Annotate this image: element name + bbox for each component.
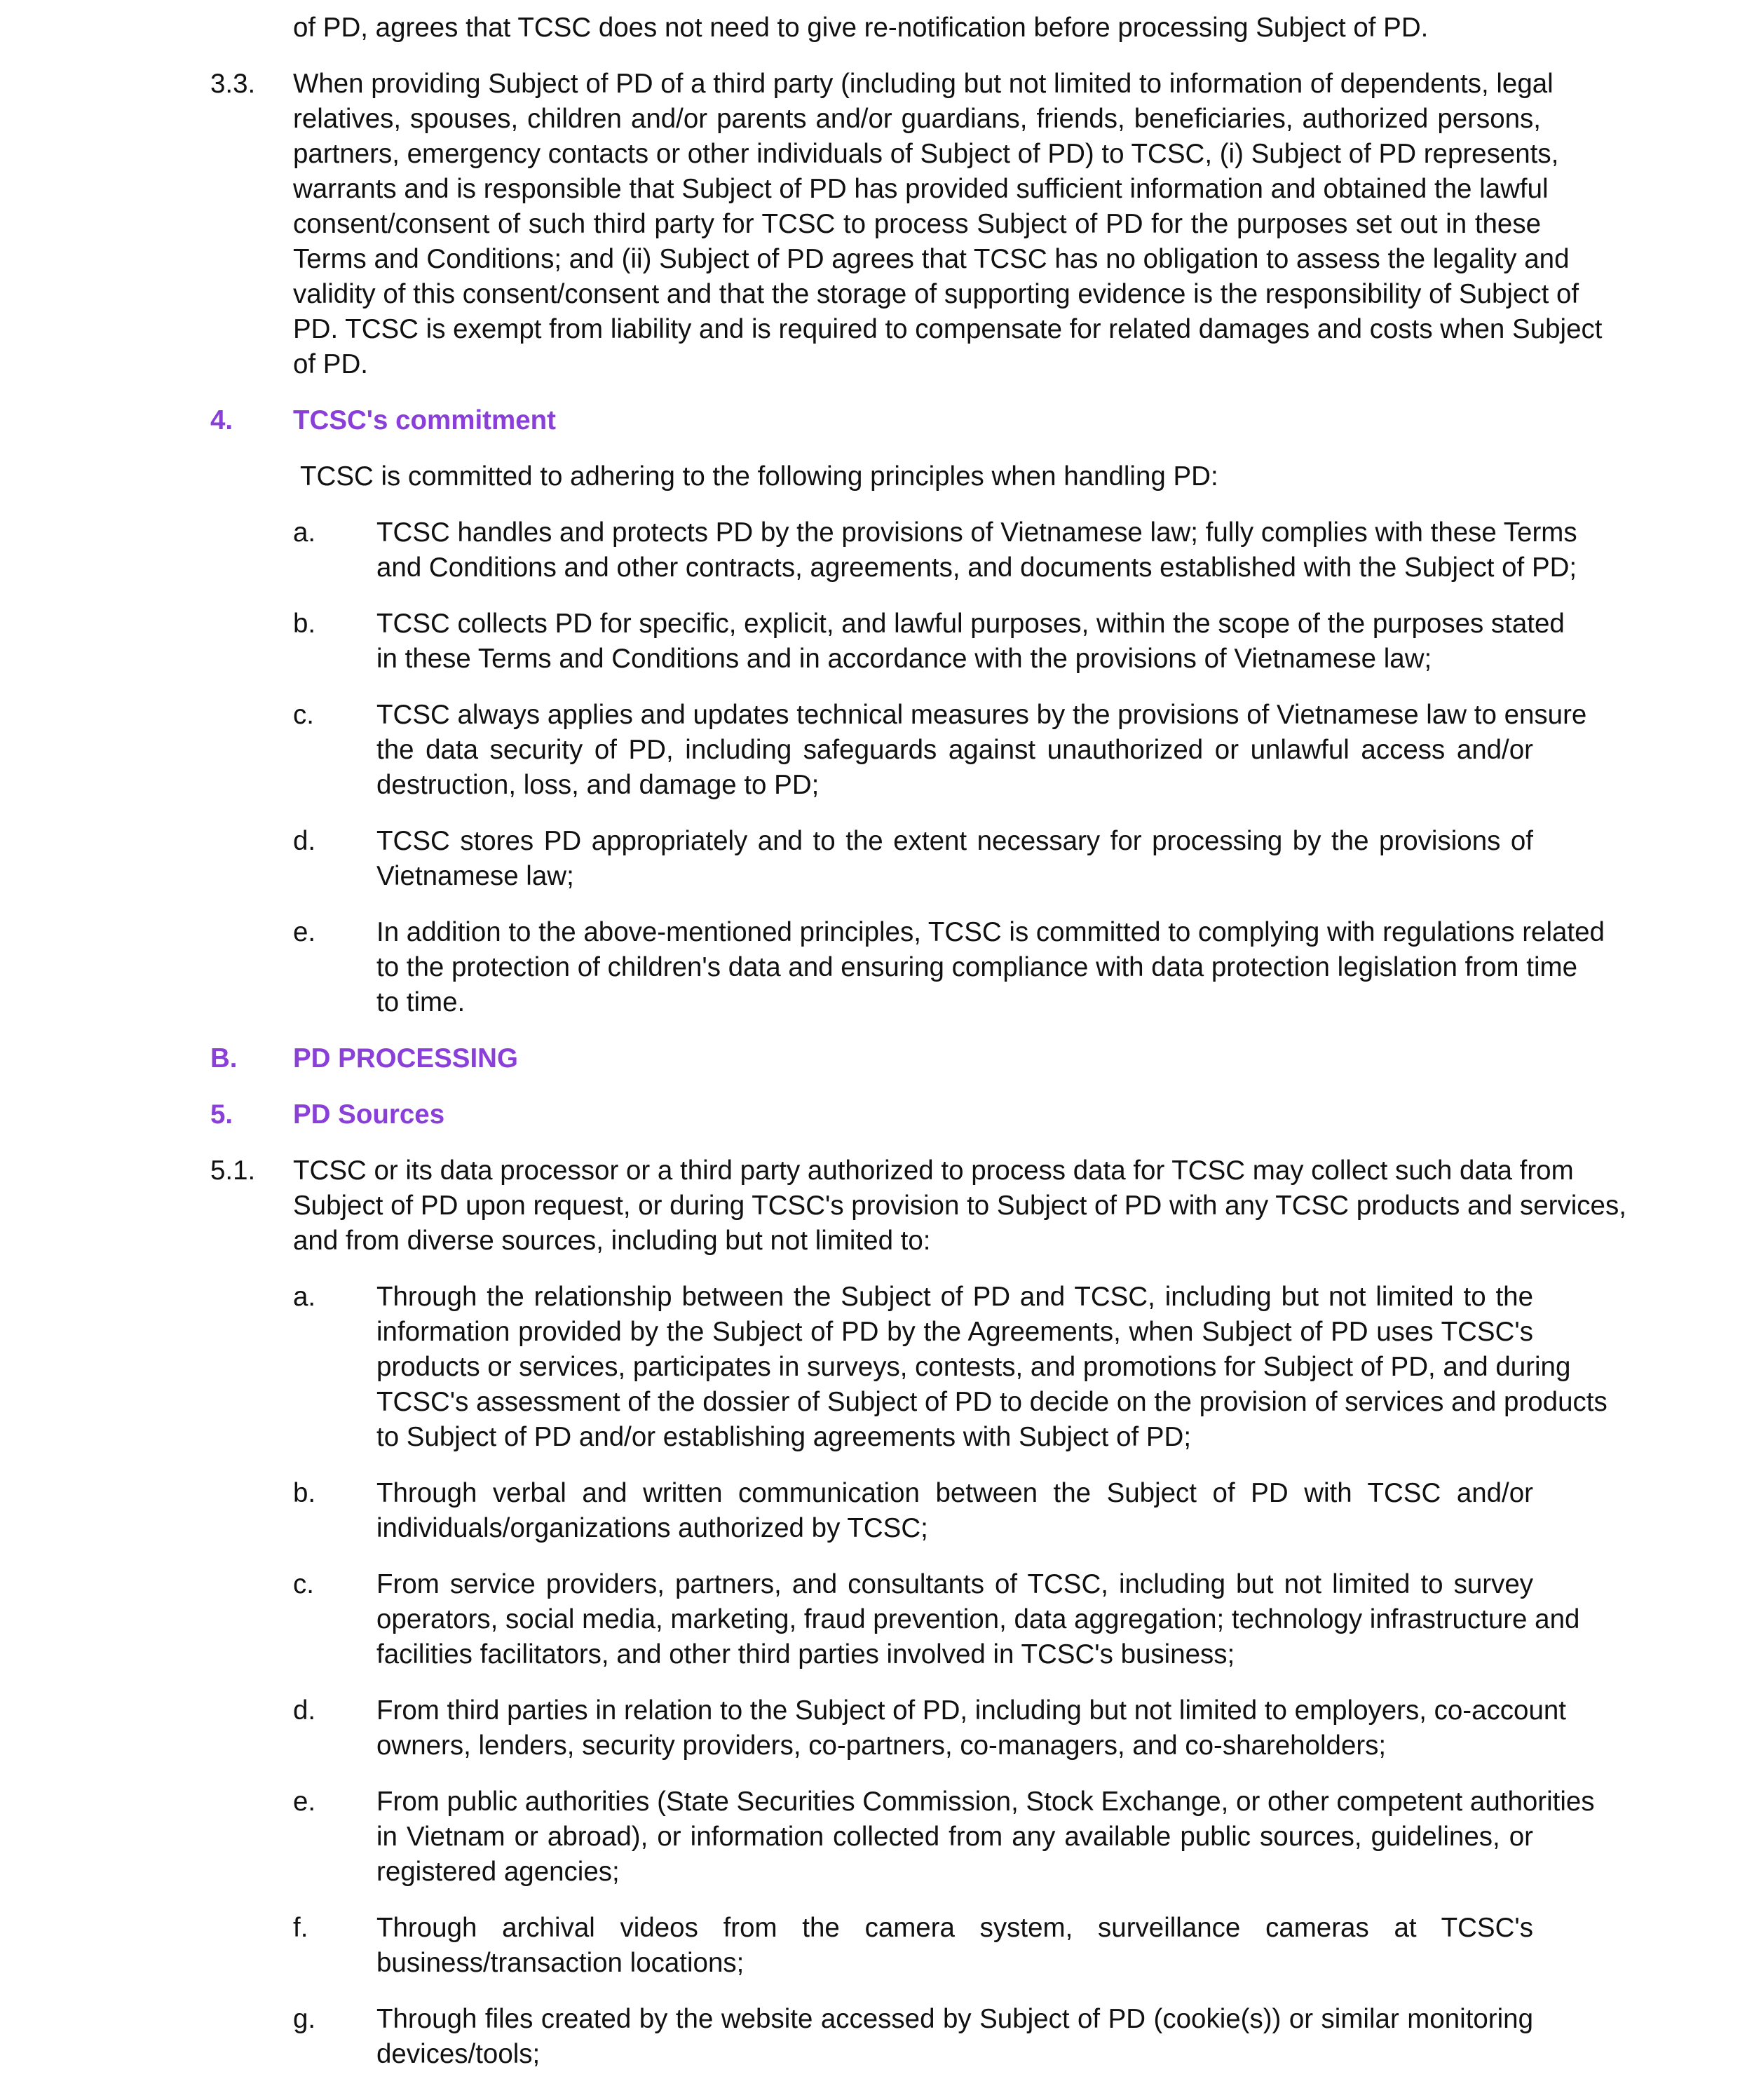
source-d-label: d. — [293, 1695, 316, 1726]
source-c-label: c. — [293, 1569, 314, 1599]
source-a-line: to Subject of PD and/or establishing agreements with Subject of PD; — [376, 1422, 1192, 1452]
heading-4-intro: TCSC is committed to adhering to the following principles when handling PD: — [300, 461, 1218, 492]
section-3-3-line: partners, emergency contacts or other individuals of Subject of PD) to TCSC, (i) Subject of PD represents, — [293, 139, 1559, 169]
section-5-1-line: Subject of PD upon request, or during TCSC's provision to Subject of PD with any TCSC products and services, — [293, 1191, 1626, 1221]
source-b-label: b. — [293, 1478, 316, 1508]
commitment-b-label: b. — [293, 609, 316, 639]
heading-4-number: 4. — [210, 405, 233, 435]
source-b-line: Through verbal and written communication between the Subject of PD with TCSC and/or — [376, 1478, 1533, 1508]
heading-b-title: PD PROCESSING — [293, 1043, 518, 1073]
commitment-a-line: TCSC handles and protects PD by the provisions of Vietnamese law; fully complies with these Terms — [376, 517, 1577, 548]
commitment-e-line: In addition to the above-mentioned principles, TCSC is committed to complying with regulations related — [376, 917, 1605, 947]
commitment-e-line: to the protection of children's data and ensuring compliance with data protection legislation from time — [376, 952, 1578, 982]
heading-b-number: B. — [210, 1043, 238, 1073]
section-3-3-line: relatives, spouses, children and/or parents and/or guardians, friends, beneficiaries, authorized persons, — [293, 104, 1541, 134]
section-3-3-line: consent/consent of such third party for TCSC to process Subject of PD for the purposes set out in these — [293, 209, 1541, 239]
source-f-label: f. — [293, 1913, 308, 1943]
source-g-line: Through files created by the website accessed by Subject of PD (cookie(s)) or similar monitoring — [376, 2004, 1533, 2034]
section-3-3-line: warrants and is responsible that Subject of PD has provided sufficient information and obtained the lawful — [293, 174, 1549, 204]
source-d-line: From third parties in relation to the Subject of PD, including but not limited to employers, co-account — [376, 1695, 1566, 1726]
source-g-line: devices/tools; — [376, 2039, 541, 2069]
section-3-3-line: When providing Subject of PD of a third party (including but not limited to information of dependents, legal — [293, 69, 1554, 99]
commitment-e-label: e. — [293, 917, 316, 947]
source-c-line: facilities facilitators, and other third parties involved in TCSC's business; — [376, 1639, 1235, 1669]
heading-5-number: 5. — [210, 1099, 233, 1130]
source-e-line: From public authorities (State Securities Commission, Stock Exchange, or other competent authorities — [376, 1787, 1595, 1817]
heading-4-title: TCSC's commitment — [293, 405, 556, 435]
source-g-label: g. — [293, 2004, 316, 2034]
section-3-3-line: Terms and Conditions; and (ii) Subject of PD agrees that TCSC has no obligation to assess the legality and — [293, 244, 1570, 274]
commitment-d-label: d. — [293, 826, 316, 856]
source-a-line: Through the relationship between the Subject of PD and TCSC, including but not limited to the — [376, 1282, 1533, 1312]
source-f-line: business/transaction locations; — [376, 1948, 745, 1978]
commitment-c-line: TCSC always applies and updates technical measures by the provisions of Vietnamese law to ensure — [376, 700, 1587, 730]
source-e-line: registered agencies; — [376, 1857, 620, 1887]
commitment-c-label: c. — [293, 700, 314, 730]
source-b-line: individuals/organizations authorized by TCSC; — [376, 1513, 928, 1543]
section-3-3-line: PD. TCSC is exempt from liability and is required to compensate for related damages and costs when Subject — [293, 314, 1603, 344]
source-a-label: a. — [293, 1282, 316, 1312]
source-a-line: information provided by the Subject of PD by the Agreements, when Subject of PD uses TCSC's — [376, 1317, 1533, 1347]
source-c-line: operators, social media, marketing, fraud prevention, data aggregation; technology infrastructure and — [376, 1604, 1580, 1634]
commitment-c-line: the data security of PD, including safeguards against unauthorized or unlawful access and/or — [376, 735, 1533, 765]
commitment-a-line: and Conditions and other contracts, agreements, and documents established with the Subject of PD; — [376, 553, 1577, 583]
source-e-line: in Vietnam or abroad), or information collected from any available public sources, guidelines, or — [376, 1822, 1533, 1852]
commitment-b-line: TCSC collects PD for specific, explicit, and lawful purposes, within the scope of the purposes stated — [376, 609, 1565, 639]
section-3-3-line: validity of this consent/consent and that the storage of supporting evidence is the responsibility of Subject of — [293, 279, 1579, 309]
heading-5-title: PD Sources — [293, 1099, 445, 1130]
section-3-3-number: 3.3. — [210, 69, 256, 99]
commitment-b-line: in these Terms and Conditions and in accordance with the provisions of Vietnamese law; — [376, 644, 1432, 674]
commitment-c-line: destruction, loss, and damage to PD; — [376, 770, 820, 800]
section-3-3-line: of PD. — [293, 349, 368, 379]
source-a-line: TCSC's assessment of the dossier of Subject of PD to decide on the provision of services and products — [376, 1387, 1608, 1417]
source-c-line: From service providers, partners, and consultants of TCSC, including but not limited to survey — [376, 1569, 1533, 1599]
source-e-label: e. — [293, 1787, 316, 1817]
commitment-e-line: to time. — [376, 987, 465, 1017]
section-5-1-line: TCSC or its data processor or a third party authorized to process data for TCSC may collect such data from — [293, 1156, 1574, 1186]
source-f-line: Through archival videos from the camera system, surveillance cameras at TCSC's — [376, 1913, 1533, 1943]
section-5-1-number: 5.1. — [210, 1156, 256, 1186]
source-a-line: products or services, participates in surveys, contests, and promotions for Subject of PD, and during — [376, 1352, 1571, 1382]
commitment-d-line: TCSC stores PD appropriately and to the extent necessary for processing by the provisions of — [376, 826, 1533, 856]
section-5-1-line: and from diverse sources, including but not limited to: — [293, 1226, 931, 1256]
source-d-line: owners, lenders, security providers, co-partners, co-managers, and co-shareholders; — [376, 1730, 1387, 1761]
continuation-line: of PD, agrees that TCSC does not need to give re-notification before processing Subject of PD. — [293, 13, 1429, 43]
commitment-a-label: a. — [293, 517, 316, 548]
commitment-d-line: Vietnamese law; — [376, 861, 574, 891]
